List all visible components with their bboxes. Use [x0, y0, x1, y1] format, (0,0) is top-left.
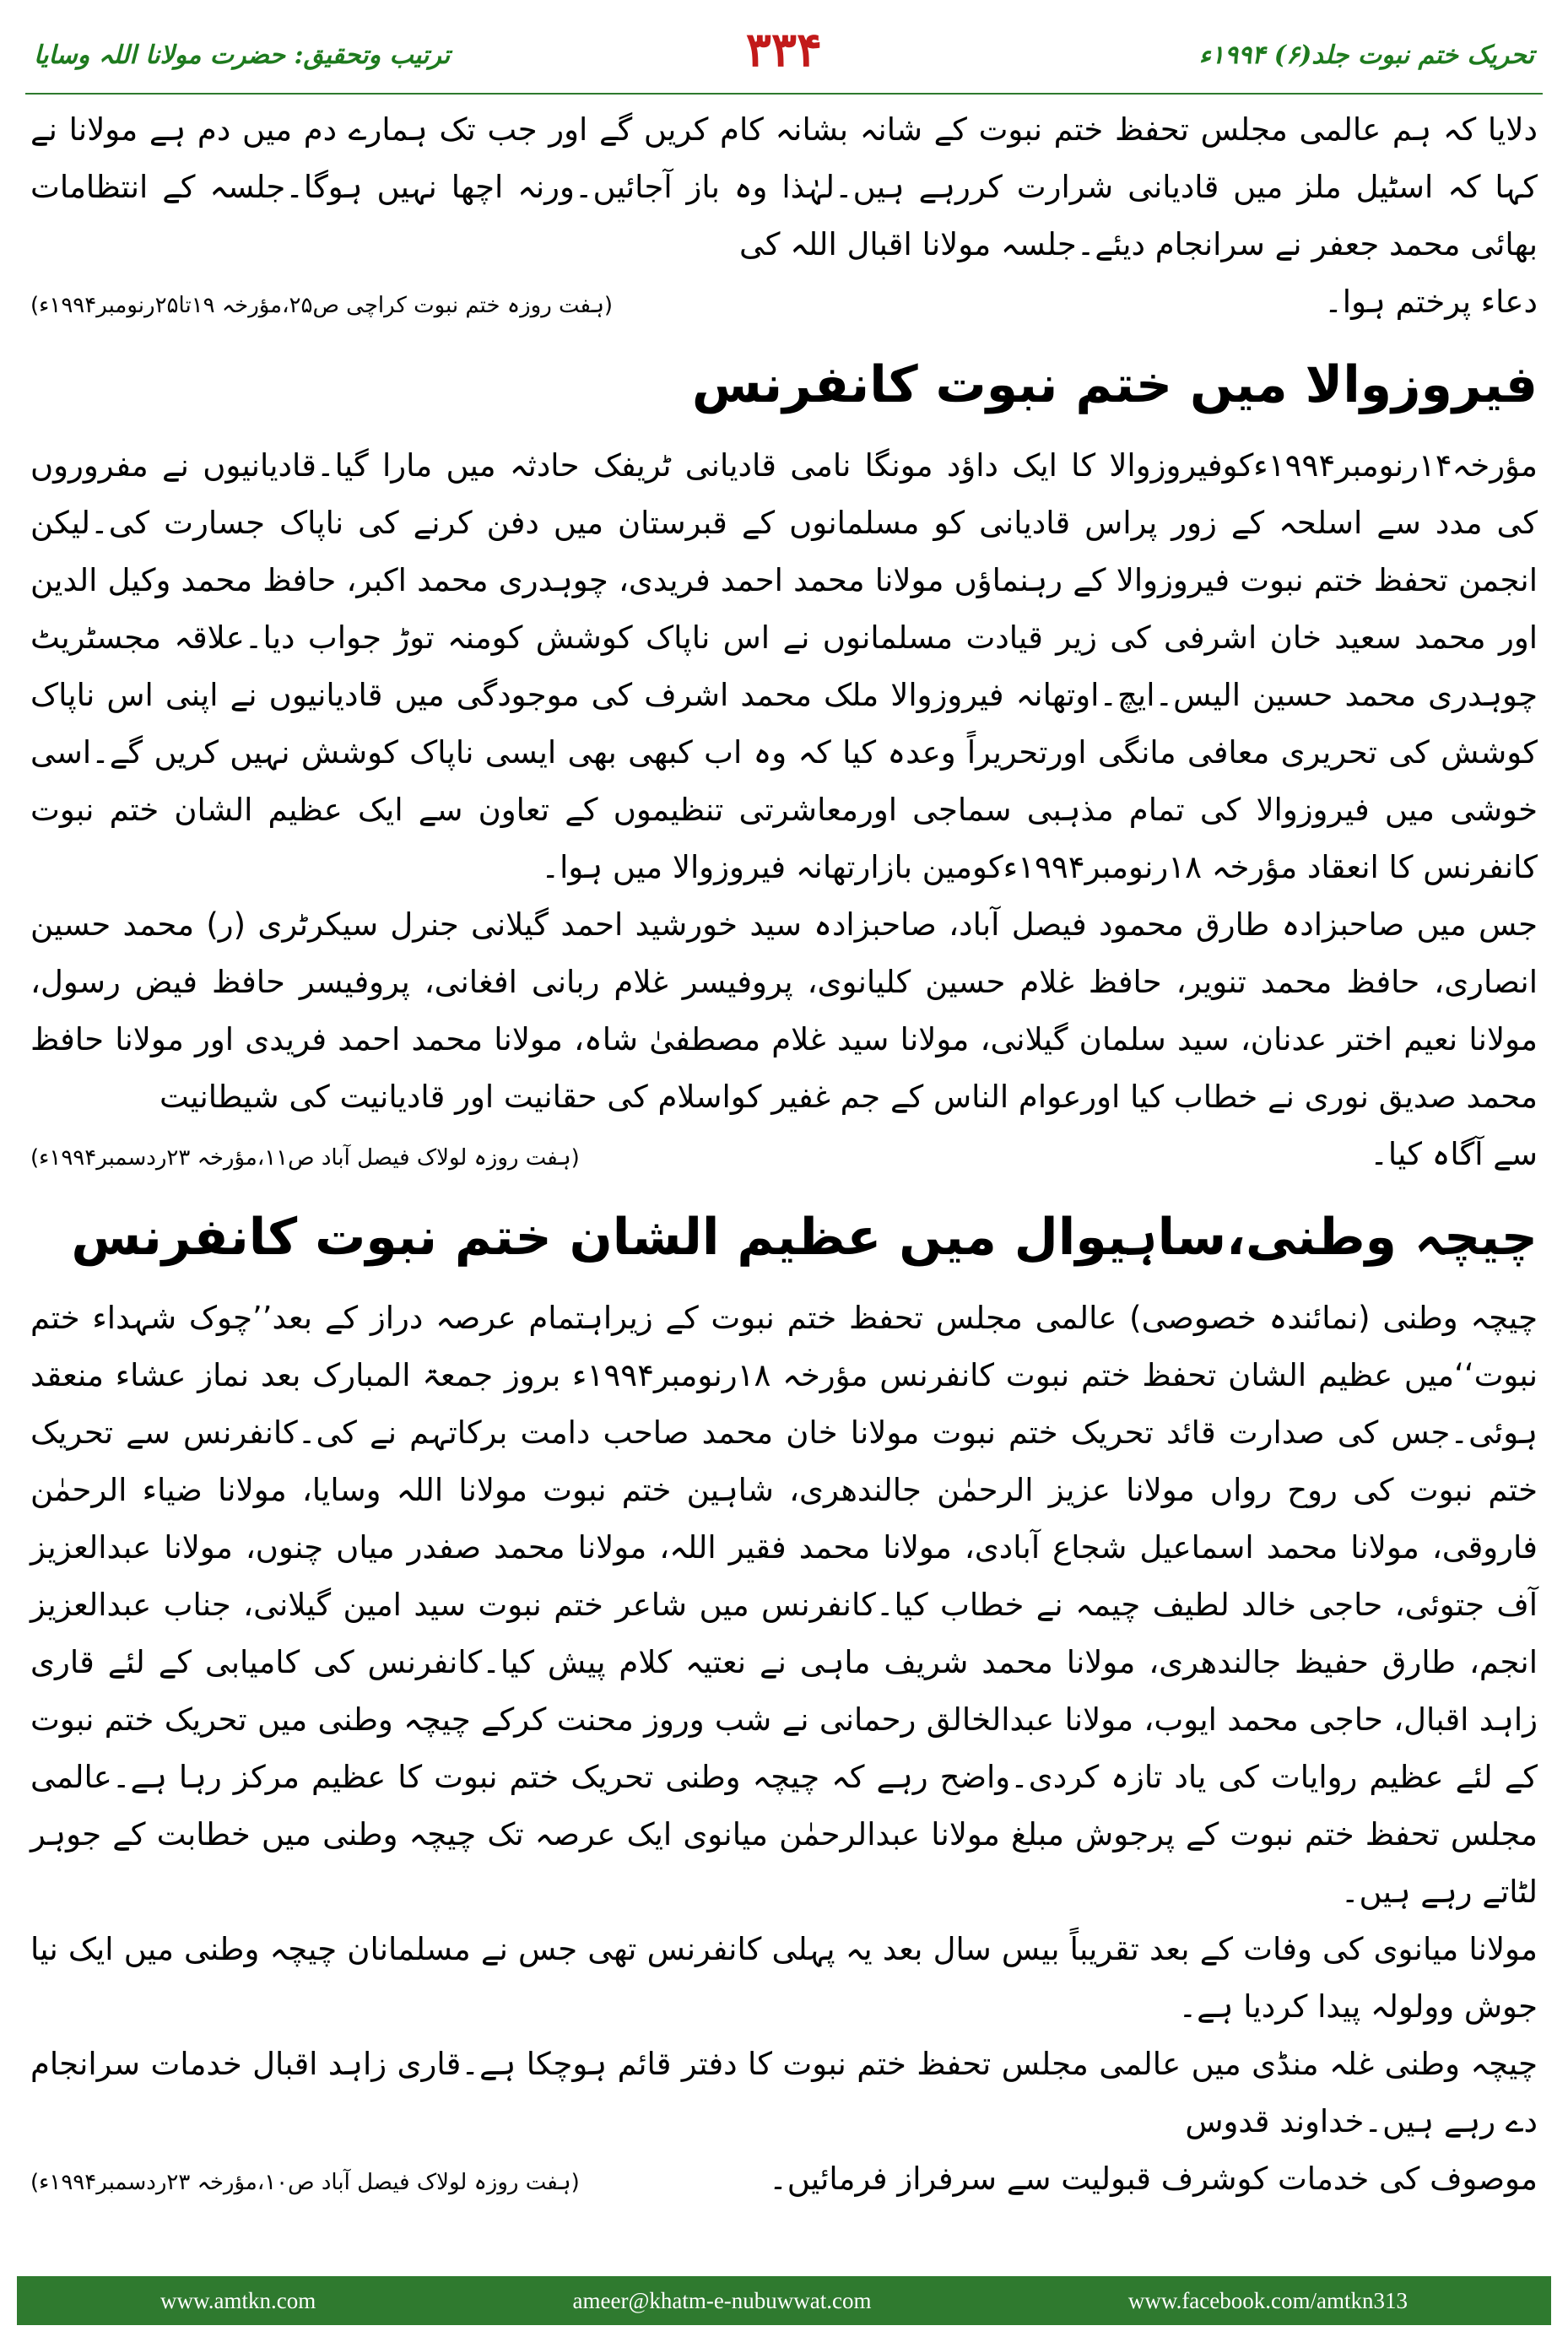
page-content — [30, 101, 1538, 2224]
header-compiler: ترتیب وتحقیق: حضرت مولانا اللہ وسایا — [34, 41, 451, 70]
source-reference: (ہفت روزہ ختم نبوت کراچی ص۲۵،مؤرخہ ۱۹تا۲۵رنومبر۱۹۹۴ء) — [30, 293, 614, 318]
reference-line — [30, 1126, 1538, 1187]
section-chichawatni — [30, 1290, 1538, 2211]
page-number: ۳۳۴ — [745, 22, 823, 78]
header-book-title: تحریک ختم نبوت جلد(۶) ۱۹۹۴ء — [1198, 41, 1534, 70]
website-link[interactable]: www.amtkn.com — [160, 2287, 316, 2313]
paragraph: مولانا میانوی کی وفات کے بعد تقریباً بیس سال بعد یہ پہلی کانفرنس تھی جس نے مسلمانان چیچہ وطنی میں ایک نیا جوش وولولہ پیدا کردیا ہے۔ — [30, 1931, 1538, 2025]
section-steel-mills — [30, 101, 1538, 334]
source-reference: (ہفت روزہ لولاک فیصل آباد ص۱۰،مؤرخہ ۲۳ردسمبر۱۹۹۴ء) — [30, 2170, 580, 2195]
paragraph: مؤرخہ۱۴رنومبر۱۹۹۴ءکوفیروزوالا کا ایک داؤد مونگا نامی قادیانی ٹریفک حادثہ میں مارا گیا۔قادیانیوں نے مفروروں کی مدد سے اسلحہ کے زور پراس قادیانی کو مسلمانوں کے قبرستان میں دفن کرنے کی ناپاک جسارت کی۔لیکن انجمن تحفظ ختم نبوت فیروزوالا کے رہنماؤں مولانا محمد احمد فریدی، چوہدری محمد اکبر، حافظ محمد وکیل الدین اور محمد سعید خان اشرفی کی زیر قیادت مسلمانوں نے اس ناپاک کوشش کومنہ توڑ جواب دیا۔علاقہ مجسٹریٹ چوہدری محمد حسین الیس۔ایچ۔اوتھانہ فیروزوالا ملک محمد اشرف کی موجودگی میں قادیانیوں نے اپنی اس ناپاک کوشش کی تحریری معافی مانگی اورتحریراً وعدہ کیا کہ وہ اب کبھی بھی ایسی ناپاک کوشش نہیں کریں گے۔اسی خوشی میں فیروزوالا کی تمام مذہبی سماجی اورمعاشرتی تنظیموں کے تعاون سے ایک عظیم الشان ختم نبوت کانفرنس کا انعقاد مؤرخہ ۱۸رنومبر۱۹۹۴ءکومین بازارتھانہ فیروزوالا میں ہوا۔ — [30, 447, 1538, 885]
paragraph-last-line: موصوف کی خدمات کوشرف قبولیت سے سرفراز فرمائیں۔ — [769, 2161, 1538, 2197]
reference-line — [30, 2150, 1538, 2211]
reference-line — [30, 273, 1538, 334]
paragraph: چیچہ وطنی غلہ منڈی میں عالمی مجلس تحفظ ختم نبوت کا دفتر قائم ہوچکا ہے۔قاری زاہد اقبال خدمات سرانجام دے رہے ہیں۔خداوند قدوس — [30, 2046, 1538, 2139]
paragraph: جس میں صاحبزادہ طارق محمود فیصل آباد، صاحبزادہ سید خورشید احمد گیلانی جنرل سیکرٹری (ر) محمد حسین انصاری، حافظ محمد تنویر، حافظ غلام حسین کلیانوی، پروفیسر غلام ربانی افغانی، پروفیسر حافظ فیض رسول، مولانا نعیم اختر عدنان، سید سلمان گیلانی، مولانا سید غلام مصطفیٰ شاہ، مولانا محمد احمد فریدی اور مولانا حافظ محمد صدیق نوری نے خطاب کیا اورعوام الناس کے جم غفیر کواسلام کی حقانیت اور قادیانیت کی شیطانیت — [30, 906, 1538, 1115]
source-reference: (ہفت روزہ لولاک فیصل آباد ص۱۱،مؤرخہ ۲۳ردسمبر۱۹۹۴ء) — [30, 1145, 580, 1171]
paragraph-last-line: دعاء پرختم ہوا۔ — [1324, 284, 1538, 320]
page-footer — [17, 2276, 1551, 2325]
paragraph-last-line: سے آگاہ کیا۔ — [1370, 1136, 1538, 1172]
section-heading-ferozwala: فیروزوالا میں ختم نبوت کانفرنس — [691, 355, 1538, 414]
section-ferozwala — [30, 437, 1538, 1187]
page-header — [25, 17, 1543, 95]
facebook-link[interactable]: www.facebook.com/amtkn313 — [1127, 2287, 1408, 2313]
paragraph: دلایا کہ ہم عالمی مجلس تحفظ ختم نبوت کے شانہ بشانہ کام کریں گے اور جب تک ہمارے دم میں دم ہے مولانا نے کہا کہ اسٹیل ملز میں قادیانی شرارت کررہے ہیں۔لہٰذا وہ باز آجائیں۔ورنہ اچھا نہیں ہوگا۔جلسہ کے انتظامات بھائی محمد جعفر نے سرانجام دیئے۔جلسہ مولانا اقبال اللہ کی — [30, 111, 1538, 262]
paragraph: چیچہ وطنی (نمائندہ خصوصی) عالمی مجلس تحفظ ختم نبوت کے زیراہتمام عرصہ دراز کے بعد’’چوک شہداء ختم نبوت‘‘میں عظیم الشان تحفظ ختم نبوت کانفرنس مؤرخہ ۱۸رنومبر۱۹۹۴ء بروز جمعۃ المبارک بعد نماز عشاء منعقد ہوئی۔جس کی صدارت قائد تحریک ختم نبوت مولانا خان محمد صاحب دامت برکاتہم نے کی۔کانفرنس سے تحریک ختم نبوت کی روح رواں مولانا عزیز الرحمٰن جالندھری، شاہین ختم نبوت مولانا اللہ وسایا، مولانا ضیاء الرحمٰن فاروقی، مولانا محمد اسماعیل شجاع آبادی، مولانا محمد فقیر اللہ، مولانا محمد صفدر میاں چنوں، مولانا عبدالعزیز آف جتوئی، حاجی خالد لطیف چیمہ نے خطاب کیا۔کانفرنس میں شاعر ختم نبوت سید امین گیلانی، جناب عبدالعزیز انجم، طارق حفیظ جالندھری، مولانا محمد شریف ماہی نے نعتیہ کلام پیش کیا۔کانفرنس کی کامیابی کے لئے قاری زاہد اقبال، حاجی محمد ایوب، مولانا عبدالخالق رحمانی نے شب وروز محنت کرکے چیچہ وطنی میں تحریک ختم نبوت کے لئے عظیم روایات کی یاد تازہ کردی۔واضح رہے کہ چیچہ وطنی تحریک ختم نبوت کا عظیم مرکز رہا ہے۔عالمی مجلس تحفظ ختم نبوت کے پرجوش مبلغ مولانا عبدالرحمٰن میانوی ایک عرصہ تک چیچہ وطنی میں خطابت کے جوہر لٹاتے رہے ہیں۔ — [30, 1300, 1538, 1910]
section-heading-chichawatni: چیچہ وطنی،ساہیوال میں عظیم الشان ختم نبوت کانفرنس — [71, 1208, 1538, 1267]
email-link[interactable]: ameer@khatm-e-nubuwwat.com — [572, 2287, 872, 2313]
